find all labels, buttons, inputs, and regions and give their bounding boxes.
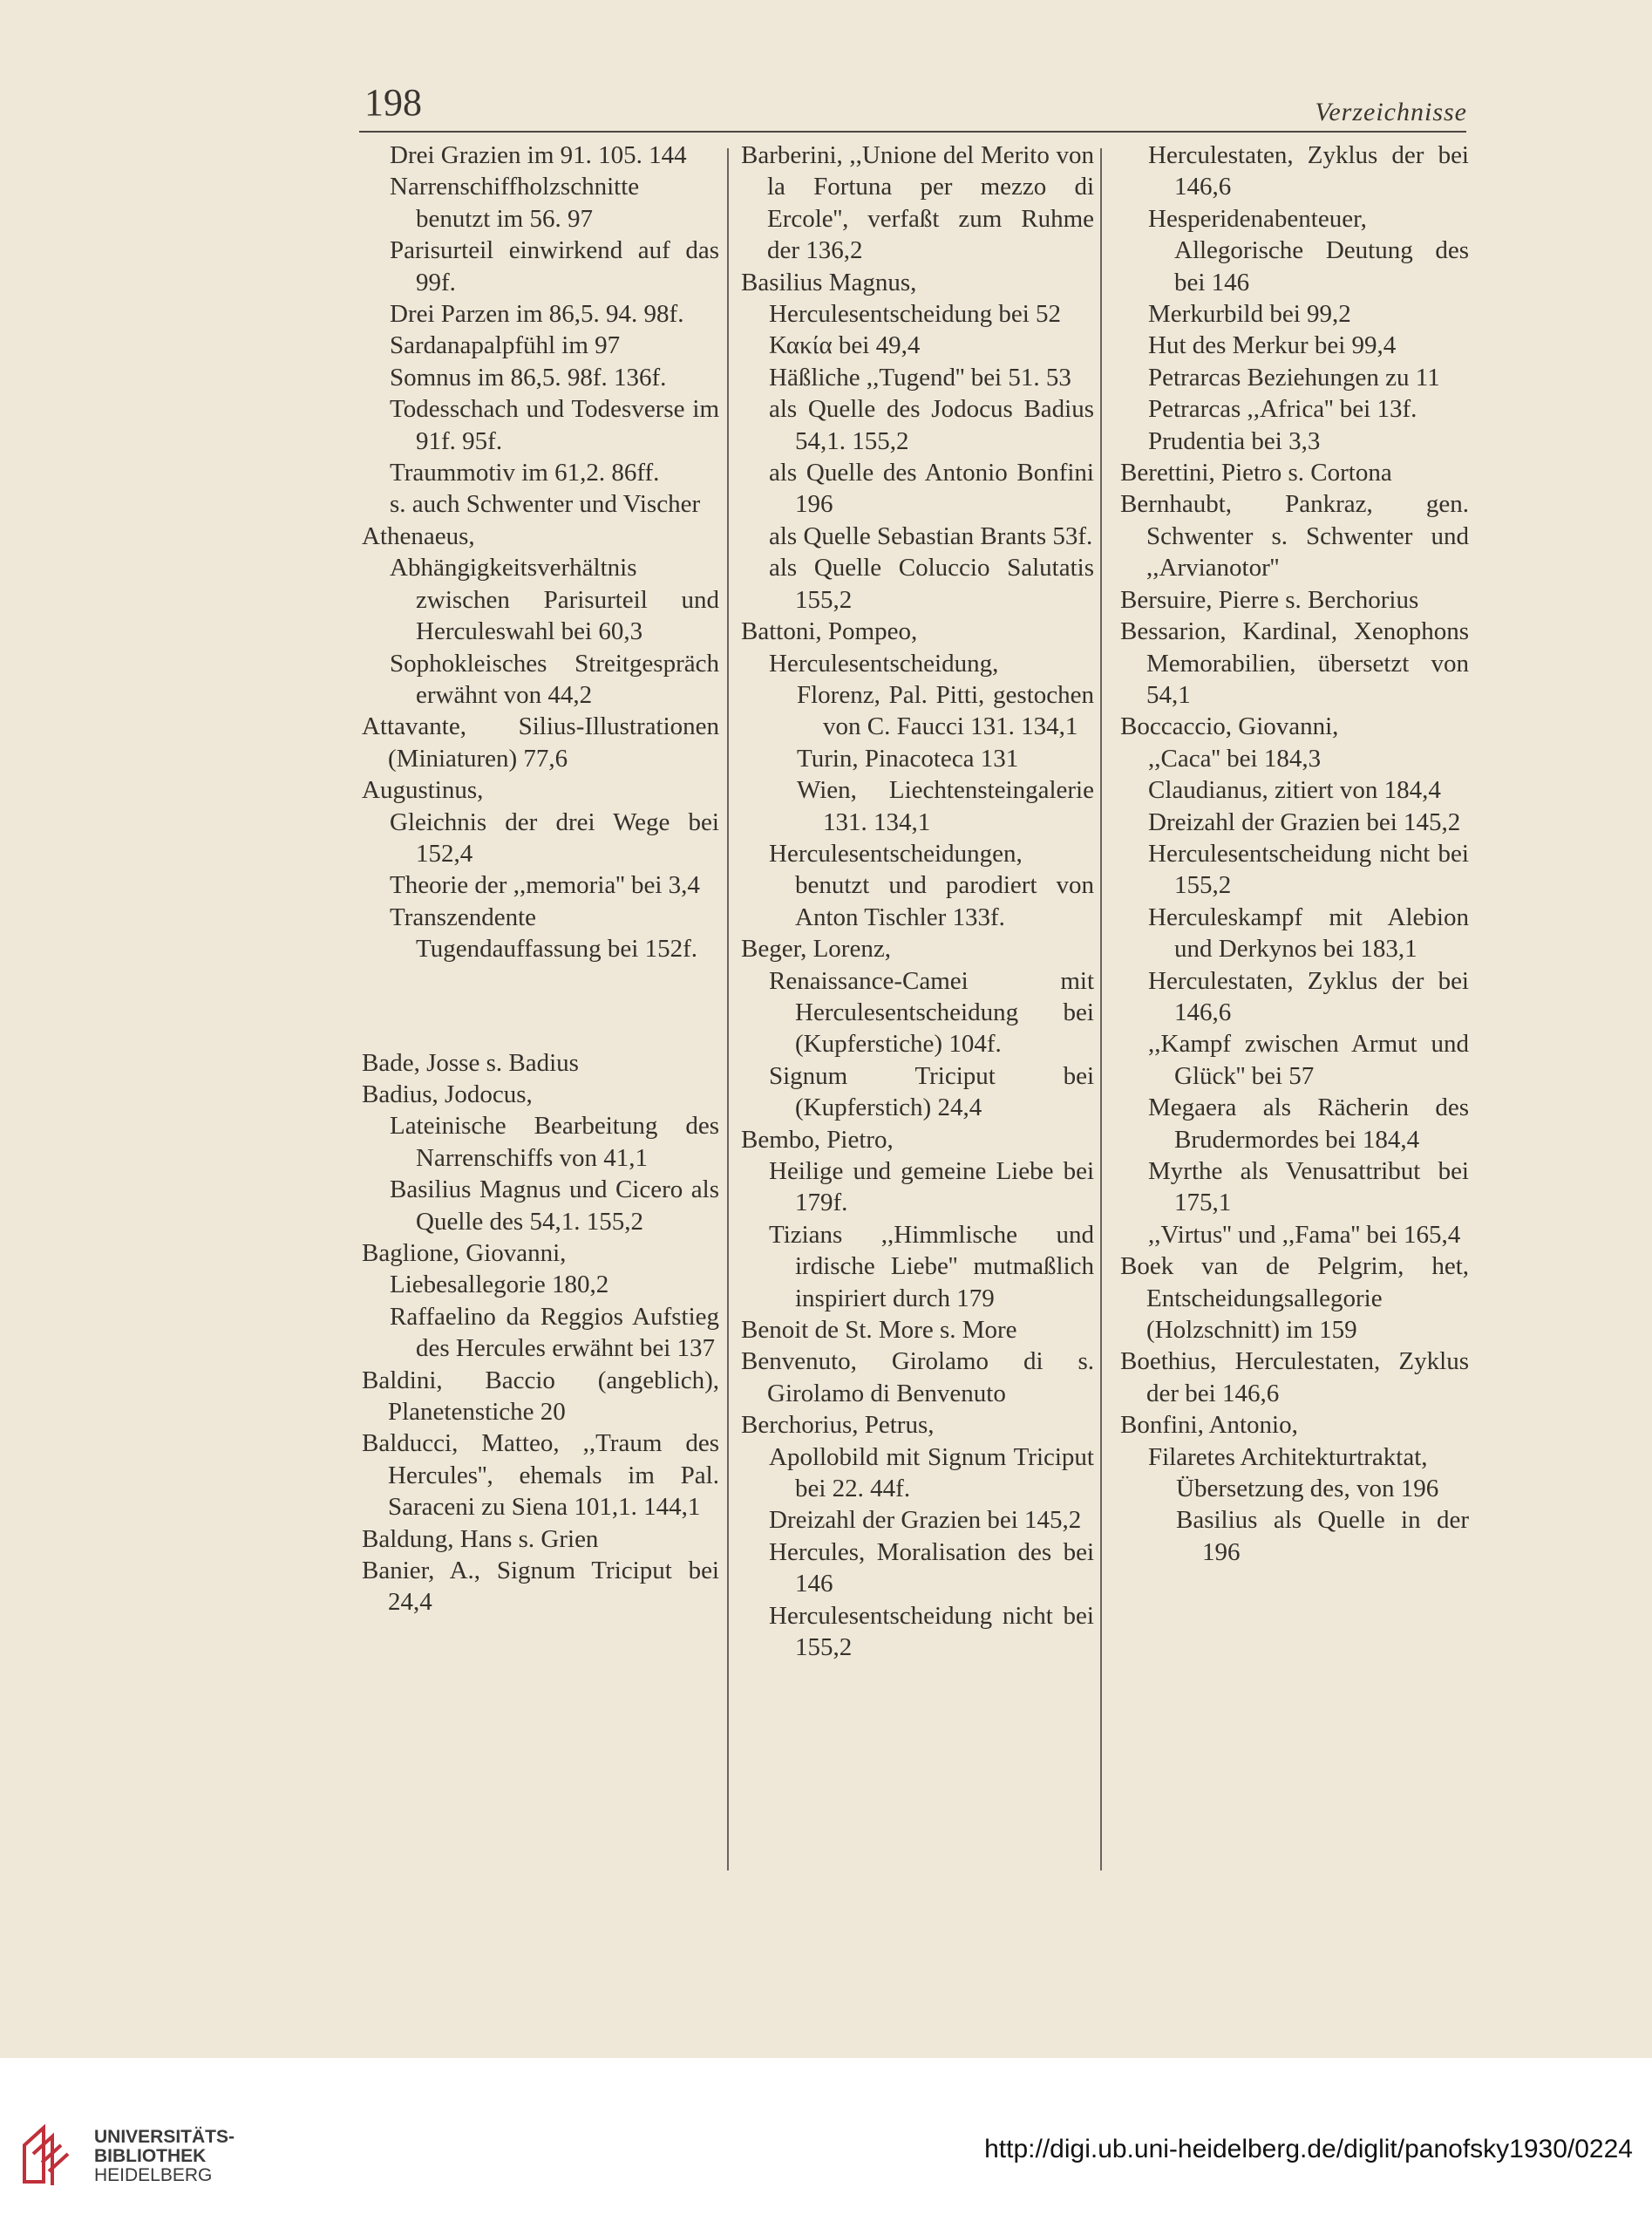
index-subentry: Myrthe als Venusattribut bei 175,1 xyxy=(1148,1157,1469,1217)
index-subentry: Filaretes Architekturtraktat, xyxy=(1148,1442,1428,1471)
index-subentry: Somnus im 86,5. 98f. 136f. xyxy=(390,363,667,392)
index-subentry: ,,Virtus'' und ,,Fama'' bei 165,4 xyxy=(1148,1220,1461,1249)
index-subentry: Basilius Magnus und Cicero als Quelle des 54,1. 155,2 xyxy=(390,1175,719,1236)
index-column-3 xyxy=(1120,140,1469,1568)
index-subentry: Parisurteil einwirkend auf das 99f. xyxy=(390,236,719,296)
index-subentry: Petrarcas Beziehungen zu 11 xyxy=(1148,363,1440,392)
index-entry: Bade, Josse s. Badius xyxy=(362,1048,579,1077)
index-subentry: Raffaelino da Reggios Aufstieg des Hercules erwähnt bei 137 xyxy=(390,1302,719,1363)
index-subentry: s. auch Schwenter und Vischer xyxy=(390,490,701,519)
index-subentry: Herculesentscheidung nicht bei 155,2 xyxy=(1148,839,1469,900)
index-subentry: als Quelle Coluccio Salutatis 155,2 xyxy=(769,554,1094,614)
index-subentry: Merkurbild bei 99,2 xyxy=(1148,300,1351,329)
library-name-line: UNIVERSITÄTS- xyxy=(94,2127,235,2147)
index-entry: Balducci, Matteo, ,,Traum des Hercules'', ehemals im Pal. Saraceni zu Siena 101,1. 144,1 xyxy=(362,1429,719,1522)
index-subentry: als Quelle des Jodocus Badius 54,1. 155,2 xyxy=(769,395,1094,455)
index-subentry: Herculesentscheidung bei 52 xyxy=(769,300,1062,329)
index-subentry: Gleichnis der drei Wege bei 152,4 xyxy=(390,807,719,868)
index-entry: Baldini, Baccio (angeblich), Planetenstiche 20 xyxy=(362,1366,719,1427)
index-subentry: Sardanapalpfühl im 97 xyxy=(390,331,621,360)
index-subentry: Todesschach und Todesverse im 91f. 95f. xyxy=(390,395,719,455)
index-subentry: Lateinische Bearbeitung des Narrenschiffs von 41,1 xyxy=(390,1112,719,1172)
library-logo-icon xyxy=(17,2119,78,2189)
index-entry: Attavante, Silius-Illustrationen (Miniaturen) 77,6 xyxy=(362,712,719,773)
running-head: Verzeichnisse xyxy=(1315,98,1467,126)
index-subentry: Abhängigkeitsverhältnis zwischen Parisurteil und Herculeswahl bei 60,3 xyxy=(390,554,719,646)
index-subentry: Herculestaten, Zyklus der bei 146,6 xyxy=(1148,966,1469,1026)
index-subentry: ,,Caca'' bei 184,3 xyxy=(1148,744,1322,773)
index-subentry: Narrenschiffholzschnitte benutzt im 56. 97 xyxy=(390,173,640,233)
index-subentry: Herculesentscheidungen, benutzt und parodiert von Anton Tischler 133f. xyxy=(769,839,1094,931)
index-entry: Boccaccio, Giovanni, xyxy=(1120,712,1339,741)
footer-bar xyxy=(0,2058,1652,2228)
index-subentry: als Quelle des Antonio Bonfini 196 xyxy=(769,459,1094,519)
index-subentry: Herculesentscheidung, xyxy=(769,649,999,678)
index-subentry: Übersetzung des, von 196 xyxy=(1176,1475,1439,1503)
library-name-line: HEIDELBERG xyxy=(94,2165,213,2185)
library-name-line: BIBLIOTHEK xyxy=(94,2146,207,2166)
index-subentry: Petrarcas ,,Africa'' bei 13f. xyxy=(1148,395,1417,424)
index-entry: Berettini, Pietro s. Cortona xyxy=(1120,459,1392,487)
index-subentry: Signum Triciput bei (Kupferstich) 24,4 xyxy=(769,1061,1094,1122)
index-subentry: Hut des Merkur bei 99,4 xyxy=(1148,331,1397,360)
column-separator xyxy=(1100,148,1102,1870)
source-url-link[interactable]: http://digi.ub.uni-heidelberg.de/diglit/panofsky1930/0224 xyxy=(984,2135,1633,2163)
index-entry: Basilius Magnus, xyxy=(741,268,917,296)
index-subentry: Sophokleisches Streitgespräch erwähnt von 44,2 xyxy=(390,649,719,709)
index-entry: Benoit de St. More s. More xyxy=(741,1316,1017,1345)
index-subentry: Dreizahl der Grazien bei 145,2 xyxy=(769,1506,1082,1535)
index-column-1 xyxy=(362,140,719,1618)
index-subentry: Apollobild mit Signum Triciput bei 22. 44f. xyxy=(769,1442,1094,1503)
index-entry: Bonfini, Antonio, xyxy=(1120,1411,1298,1440)
index-entry: Beger, Lorenz, xyxy=(741,935,891,964)
index-entry: Boek van de Pelgrim, het, Entscheidungsallegorie (Holzschnitt) im 159 xyxy=(1120,1252,1469,1345)
index-entry: Banier, A., Signum Triciput bei 24,4 xyxy=(362,1557,719,1617)
index-entry: Benvenuto, Girolamo di s. Girolamo di Benvenuto xyxy=(741,1347,1094,1407)
index-column-2 xyxy=(741,140,1094,1664)
index-subentry: als Quelle Sebastian Brants 53f. xyxy=(769,521,1093,550)
index-subentry: Herculestaten, Zyklus der bei 146,6 xyxy=(1148,141,1469,201)
index-subentry: Theorie der ,,memoria'' bei 3,4 xyxy=(390,871,700,900)
index-entry: Bersuire, Pierre s. Berchorius xyxy=(1120,585,1419,614)
index-entry: Athenaeus, xyxy=(362,521,475,550)
index-subentry: Traummotiv im 61,2. 86ff. xyxy=(390,459,660,487)
index-entry: Berchorius, Petrus, xyxy=(741,1411,935,1440)
index-entry: Baglione, Giovanni, xyxy=(362,1239,567,1267)
index-entry: Boethius, Herculestaten, Zyklus der bei 146,6 xyxy=(1120,1347,1469,1407)
index-entry: Battoni, Pompeo, xyxy=(741,617,918,646)
index-subentry: Κακία bei 49,4 xyxy=(769,331,921,360)
index-subentry: Heilige und gemeine Liebe bei 179f. xyxy=(769,1157,1094,1217)
index-entry: Augustinus, xyxy=(362,776,484,805)
index-entry: Baldung, Hans s. Grien xyxy=(362,1524,599,1553)
index-subentry: Liebesallegorie 180,2 xyxy=(390,1271,609,1299)
index-entry: Bernhaubt, Pankraz, gen. Schwenter s. Schwenter und ,,Arvianotor'' xyxy=(1120,490,1469,583)
page-number: 198 xyxy=(364,81,422,124)
section-gap xyxy=(362,991,719,1022)
column-separator xyxy=(727,148,729,1870)
index-subentry: Dreizahl der Grazien bei 145,2 xyxy=(1148,807,1461,836)
index-subentry: Claudianus, zitiert von 184,4 xyxy=(1148,776,1441,805)
index-entry: Badius, Jodocus, xyxy=(362,1080,533,1108)
index-subentry: Basilius als Quelle in der 196 xyxy=(1176,1506,1469,1566)
index-subentry: ,,Kampf zwischen Armut und Glück'' bei 57 xyxy=(1148,1030,1469,1090)
index-entry: Barberini, ,,Unione del Merito von la Fortuna per mezzo di Ercole'', verfaßt zum Ruhme der 136,2 xyxy=(741,141,1094,265)
index-entry: Bessarion, Kardinal, Xenophons Memorabilien, übersetzt von 54,1 xyxy=(1120,617,1469,709)
index-subentry: Häßliche ,,Tugend'' bei 51. 53 xyxy=(769,363,1071,392)
index-subentry: Drei Grazien im 91. 105. 144 xyxy=(390,141,687,169)
index-subentry: Prudentia bei 3,3 xyxy=(1148,426,1321,455)
index-entry: Bembo, Pietro, xyxy=(741,1125,894,1154)
index-subentry: Wien, Liechtensteingalerie 131. 134,1 xyxy=(797,776,1094,836)
index-subentry: Tizians ,,Himmlische und irdische Liebe'' mutmaßlich inspiriert durch 179 xyxy=(769,1220,1094,1312)
index-subentry: Turin, Pinacoteca 131 xyxy=(797,744,1019,773)
index-subentry: Renaissance-Camei mit Herculesentscheidung bei (Kupferstiche) 104f. xyxy=(769,966,1094,1059)
index-subentry: Hesperidenabenteuer, Allegorische Deutung des bei 146 xyxy=(1148,204,1469,296)
index-subentry: Drei Parzen im 86,5. 94. 98f. xyxy=(390,300,684,329)
index-subentry: Florenz, Pal. Pitti, gestochen von C. Faucci 131. 134,1 xyxy=(797,680,1094,741)
index-subentry: Megaera als Rächerin des Brudermordes bei 184,4 xyxy=(1148,1094,1469,1154)
index-subentry: Transzendente Tugendauffassung bei 152f. xyxy=(390,903,698,964)
index-subentry: Hercules, Moralisation des bei 146 xyxy=(769,1537,1094,1598)
header-rule xyxy=(359,131,1466,133)
index-subentry: Herculesentscheidung nicht bei 155,2 xyxy=(769,1601,1094,1662)
library-name xyxy=(94,2128,235,2185)
index-subentry: Herculeskampf mit Alebion und Derkynos bei 183,1 xyxy=(1148,903,1469,964)
